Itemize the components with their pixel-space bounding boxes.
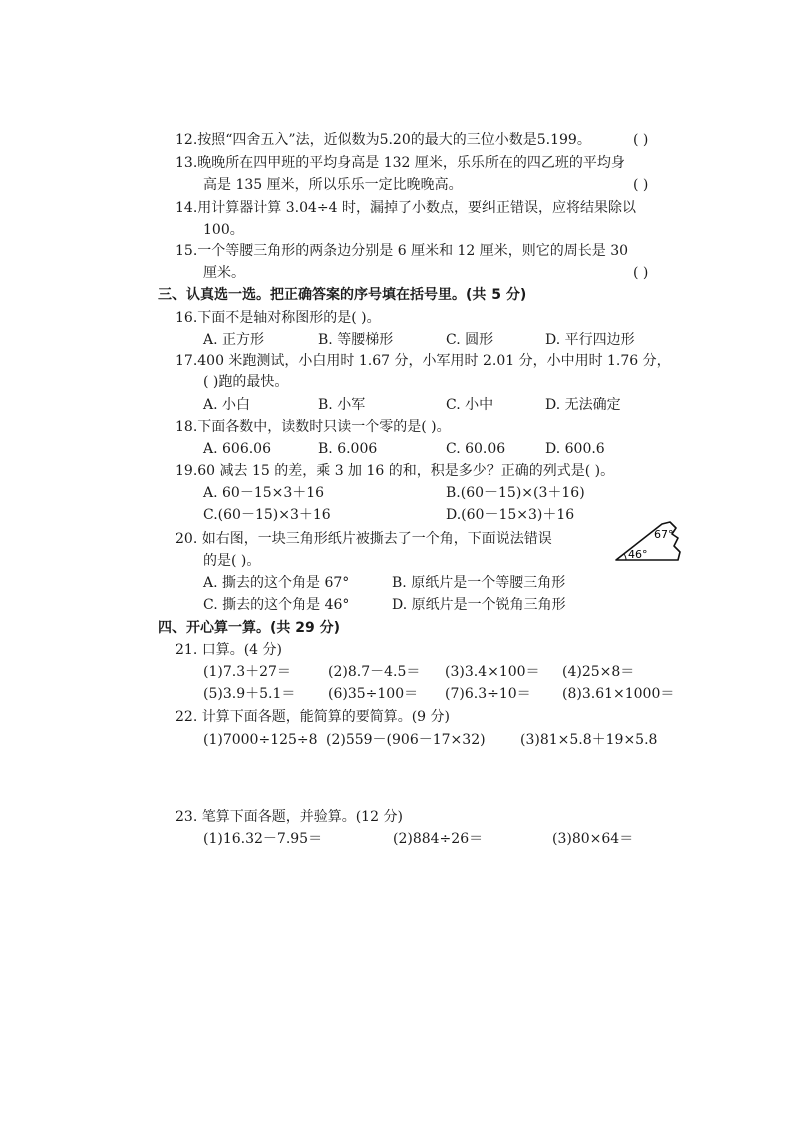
answer-bracket-13: ( ) <box>633 177 649 193</box>
angle-label-left: 46° <box>628 548 648 561</box>
question-14-line2: 100。 <box>203 222 244 238</box>
angle-label-top: 67° <box>654 528 674 541</box>
q20-option-a: A. 撕去的这个角是 67° <box>203 575 350 591</box>
q18-option-c: C. 60.06 <box>446 441 506 457</box>
question-20-line1: 20. 如右图，一块三角形纸片被撕去了一个角，下面说法错误 <box>175 531 552 547</box>
q20-option-b: B. 原纸片是一个等腰三角形 <box>392 575 566 591</box>
question-23: 23. 笔算下面各题，并验算。(12 分) <box>175 809 403 825</box>
q20-option-d: D. 原纸片是一个锐角三角形 <box>392 597 566 613</box>
q17-option-a: A. 小白 <box>203 397 251 413</box>
q21-item-7: (7)6.3÷10＝ <box>445 686 531 702</box>
q21-item-5: (5)3.9＋5.1＝ <box>203 686 296 702</box>
question-15-line2: 厘米。 <box>203 265 245 281</box>
answer-bracket-15: ( ) <box>633 265 649 281</box>
q18-option-a: A. 606.06 <box>203 441 271 457</box>
question-18: 18.下面各数中，读数时只读一个零的是( )。 <box>175 419 451 435</box>
q21-item-6: (6)35÷100＝ <box>328 686 419 702</box>
q20-option-c: C. 撕去的这个角是 46° <box>203 597 350 613</box>
q21-item-8: (8)3.61×1000＝ <box>562 686 675 702</box>
question-16: 16.下面不是轴对称图形的是( )。 <box>175 310 381 326</box>
question-13-line2: 高是 135 厘米，所以乐乐一定比晚晚高。 <box>203 177 463 193</box>
torn-triangle-figure <box>612 516 692 566</box>
q22-item-1: (1)7000÷125÷8 <box>203 732 318 748</box>
question-17-line1: 17.400 米跑测试，小白用时 1.67 分，小军用时 2.01 分，小中用时 1.76 分， <box>175 353 671 369</box>
q22-item-2: (2)559－(906－17×32) <box>326 732 486 748</box>
q21-item-2: (2)8.7－4.5＝ <box>328 664 421 680</box>
q16-option-d: D. 平行四边形 <box>545 332 635 348</box>
section-4-title: 四、开心算一算。(共 29 分) <box>158 620 341 636</box>
q21-item-3: (3)3.4×100＝ <box>445 664 540 680</box>
q19-option-d: D.(60－15×3)＋16 <box>446 507 575 523</box>
question-17-line2: ( )跑的最快。 <box>203 374 289 390</box>
q19-option-c: C.(60－15)×3＋16 <box>203 507 331 523</box>
question-12: 12.按照“四舍五入”法，近似数为5.20的最大的三位小数是5.199。 <box>175 132 591 148</box>
question-22: 22. 计算下面各题，能简算的要简算。(9 分) <box>175 709 450 725</box>
question-19: 19.60 减去 15 的差，乘 3 加 16 的和，积是多少？正确的列式是( )。 <box>175 463 615 479</box>
question-14-line1: 14.用计算器计算 3.04÷4 时，漏掉了小数点，要纠正错误，应将结果除以 <box>175 200 636 216</box>
question-13-line1: 13.晚晚所在四甲班的平均身高是 132 厘米，乐乐所在的四乙班的平均身 <box>175 155 625 171</box>
question-21: 21. 口算。(4 分) <box>175 642 282 658</box>
q16-option-c: C. 圆形 <box>446 332 494 348</box>
q22-item-3: (3)81×5.8＋19×5.8 <box>520 732 658 748</box>
question-15-line1: 15.一个等腰三角形的两条边分别是 6 厘米和 12 厘米，则它的周长是 30 <box>175 243 629 259</box>
answer-bracket-12: ( ) <box>633 132 649 148</box>
q17-option-d: D. 无法确定 <box>545 397 621 413</box>
section-3-title: 三、认真选一选。把正确答案的序号填在括号里。(共 5 分) <box>158 287 527 303</box>
q18-option-b: B. 6.006 <box>318 441 378 457</box>
q23-item-2: (2)884÷26＝ <box>393 831 484 847</box>
q21-item-1: (1)7.3＋27＝ <box>203 664 291 680</box>
q23-item-1: (1)16.32－7.95＝ <box>203 831 323 847</box>
q19-option-b: B.(60－15)×(3＋16) <box>446 485 585 501</box>
question-20-line2: 的是( )。 <box>203 553 261 569</box>
q17-option-b: B. 小军 <box>318 397 366 413</box>
q17-option-c: C. 小中 <box>446 397 494 413</box>
q21-item-4: (4)25×8＝ <box>562 664 635 680</box>
q23-item-3: (3)80×64＝ <box>552 831 634 847</box>
q18-option-d: D. 600.6 <box>545 441 605 457</box>
q16-option-b: B. 等腰梯形 <box>318 332 394 348</box>
q16-option-a: A. 正方形 <box>203 332 265 348</box>
q19-option-a: A. 60－15×3＋16 <box>203 485 325 501</box>
